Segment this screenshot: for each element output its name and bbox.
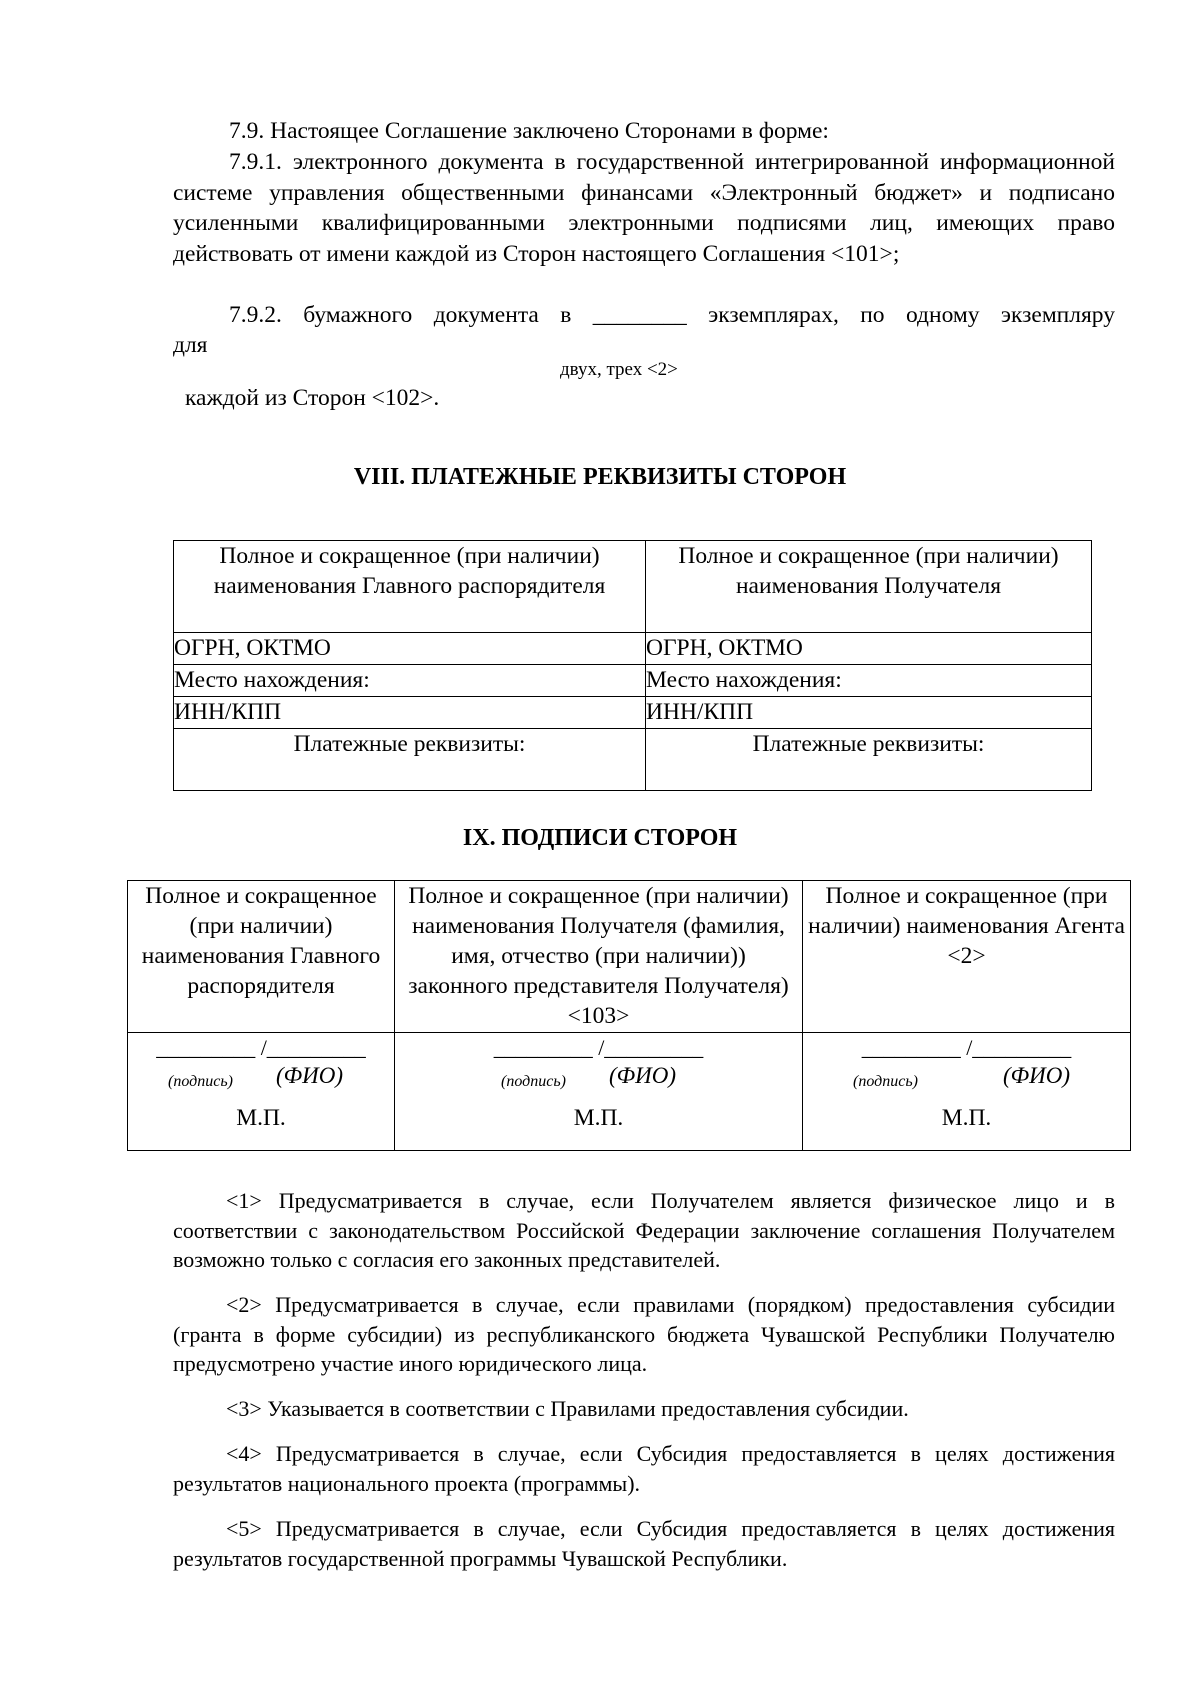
- table-row: [174, 541, 1092, 633]
- signature-header-main-manager: Полное и сокращенное (при наличии) наименования Главного распорядителя: [128, 881, 395, 1033]
- signature-cell-main-manager: [128, 1033, 395, 1151]
- footnote-text: <2> Предусматривается в случае, если правилами (порядком) предоставления субсидии (гранта в форме субсидии) из республиканского бюджета Чувашской Республики Получателю предусмотрено участие иного юридического лица.: [173, 1292, 1115, 1376]
- table-row: [174, 729, 1092, 791]
- signature-header-agent: Полное и сокращенное (при наличии) наименования Агента <2>: [803, 881, 1131, 1033]
- paragraph-7-9-2: [173, 300, 1115, 331]
- signature-label: (подпись): [501, 1073, 566, 1090]
- footnote-2: [173, 1290, 1115, 1379]
- signature-header-recipient: Полное и сокращенное (при наличии) наименования Получателя (фамилия, имя, отчество (при наличии)) законного представителя Получателя) <103>: [395, 881, 803, 1033]
- stamp-label: М.П.: [236, 1105, 286, 1131]
- paragraph-7-9-1: [173, 147, 1115, 269]
- paragraph-7-9-2-continuation: для: [173, 332, 208, 358]
- footnote-3: [173, 1394, 1115, 1424]
- stamp-label: М.П.: [573, 1105, 624, 1131]
- table-row: [174, 633, 1092, 665]
- ogrn-oktmo-left: ОГРН, ОКТМО: [174, 633, 646, 665]
- ogrn-oktmo-right: ОГРН, ОКТМО: [646, 633, 1092, 665]
- footnote-text: <4> Предусматривается в случае, если Субсидия предоставляется в целях достижения результатов национального проекта (программы).: [173, 1441, 1115, 1496]
- signature-line: _________ /_________: [861, 1035, 1072, 1060]
- signature-label: (подпись): [168, 1073, 233, 1090]
- footnote-4: [173, 1439, 1115, 1498]
- fio-label: (ФИО): [276, 1063, 344, 1088]
- paragraph-7-9-2-end: каждой из Сторон <102>.: [185, 385, 440, 411]
- location-left: Место нахождения:: [174, 665, 646, 697]
- footnote-1: [173, 1186, 1115, 1275]
- payment-details-right: Платежные реквизиты:: [646, 729, 1092, 791]
- footnote-text: <5> Предусматривается в случае, если Субсидия предоставляется в целях достижения результатов государственной программы Чувашской Республики.: [173, 1516, 1115, 1571]
- header-main-manager: Полное и сокращенное (при наличии) наименования Главного распорядителя: [174, 541, 646, 633]
- signature-line: _________ /_________: [493, 1035, 704, 1060]
- inn-kpp-right: ИНН/КПП: [646, 697, 1092, 729]
- paragraph-7-9: [173, 116, 1115, 147]
- table-row: [174, 697, 1092, 729]
- stamp-label: М.П.: [941, 1105, 992, 1131]
- paragraph-7-9-1-text: 7.9.1. электронного документа в государственной интегрированной информационной системе управления общественными финансами «Электронный бюджет» и подписано усиленными квалифицированными электронными подписями лиц, имеющих право действовать от имени каждой из Сторон настоящего Соглашения <101>;: [173, 149, 1115, 267]
- signature-cell-recipient: [395, 1033, 803, 1151]
- signatures-table: [127, 880, 1131, 1151]
- payment-details-table: [173, 540, 1092, 791]
- payment-details-left: Платежные реквизиты:: [174, 729, 646, 791]
- table-row: [128, 881, 1131, 1033]
- table-row: [174, 665, 1092, 697]
- footnote-text: <3> Указывается в соответствии с Правилами предоставления субсидии.: [226, 1396, 909, 1421]
- header-recipient: Полное и сокращенное (при наличии) наименования Получателя: [646, 541, 1092, 633]
- fio-label: (ФИО): [1003, 1063, 1071, 1088]
- section-8-title: VIII. ПЛАТЕЖНЫЕ РЕКВИЗИТЫ СТОРОН: [353, 464, 847, 490]
- signature-line: _________ /_________: [156, 1035, 366, 1060]
- signature-label: (подпись): [853, 1073, 918, 1090]
- signature-cell-agent: [803, 1033, 1131, 1151]
- footnote-text: <1> Предусматривается в случае, если Получателем является физическое лицо и в соответствии с законодательством Российской Федерации заключение соглашения Получателем возможно только с согласия его законных представителей.: [173, 1188, 1115, 1272]
- inn-kpp-left: ИНН/КПП: [174, 697, 646, 729]
- section-9-title: IX. ПОДПИСИ СТОРОН: [462, 825, 738, 851]
- paragraph-7-9-2-text: 7.9.2. бумажного документа в ________ экземплярах, по одному экземпляру: [229, 302, 1115, 328]
- copies-hint: двух, трех <2>: [560, 359, 678, 380]
- fio-label: (ФИО): [609, 1063, 677, 1088]
- table-row: [128, 1033, 1131, 1151]
- location-right: Место нахождения:: [646, 665, 1092, 697]
- paragraph-7-9-text: 7.9. Настоящее Соглашение заключено Сторонами в форме:: [229, 118, 829, 144]
- footnote-5: [173, 1514, 1115, 1573]
